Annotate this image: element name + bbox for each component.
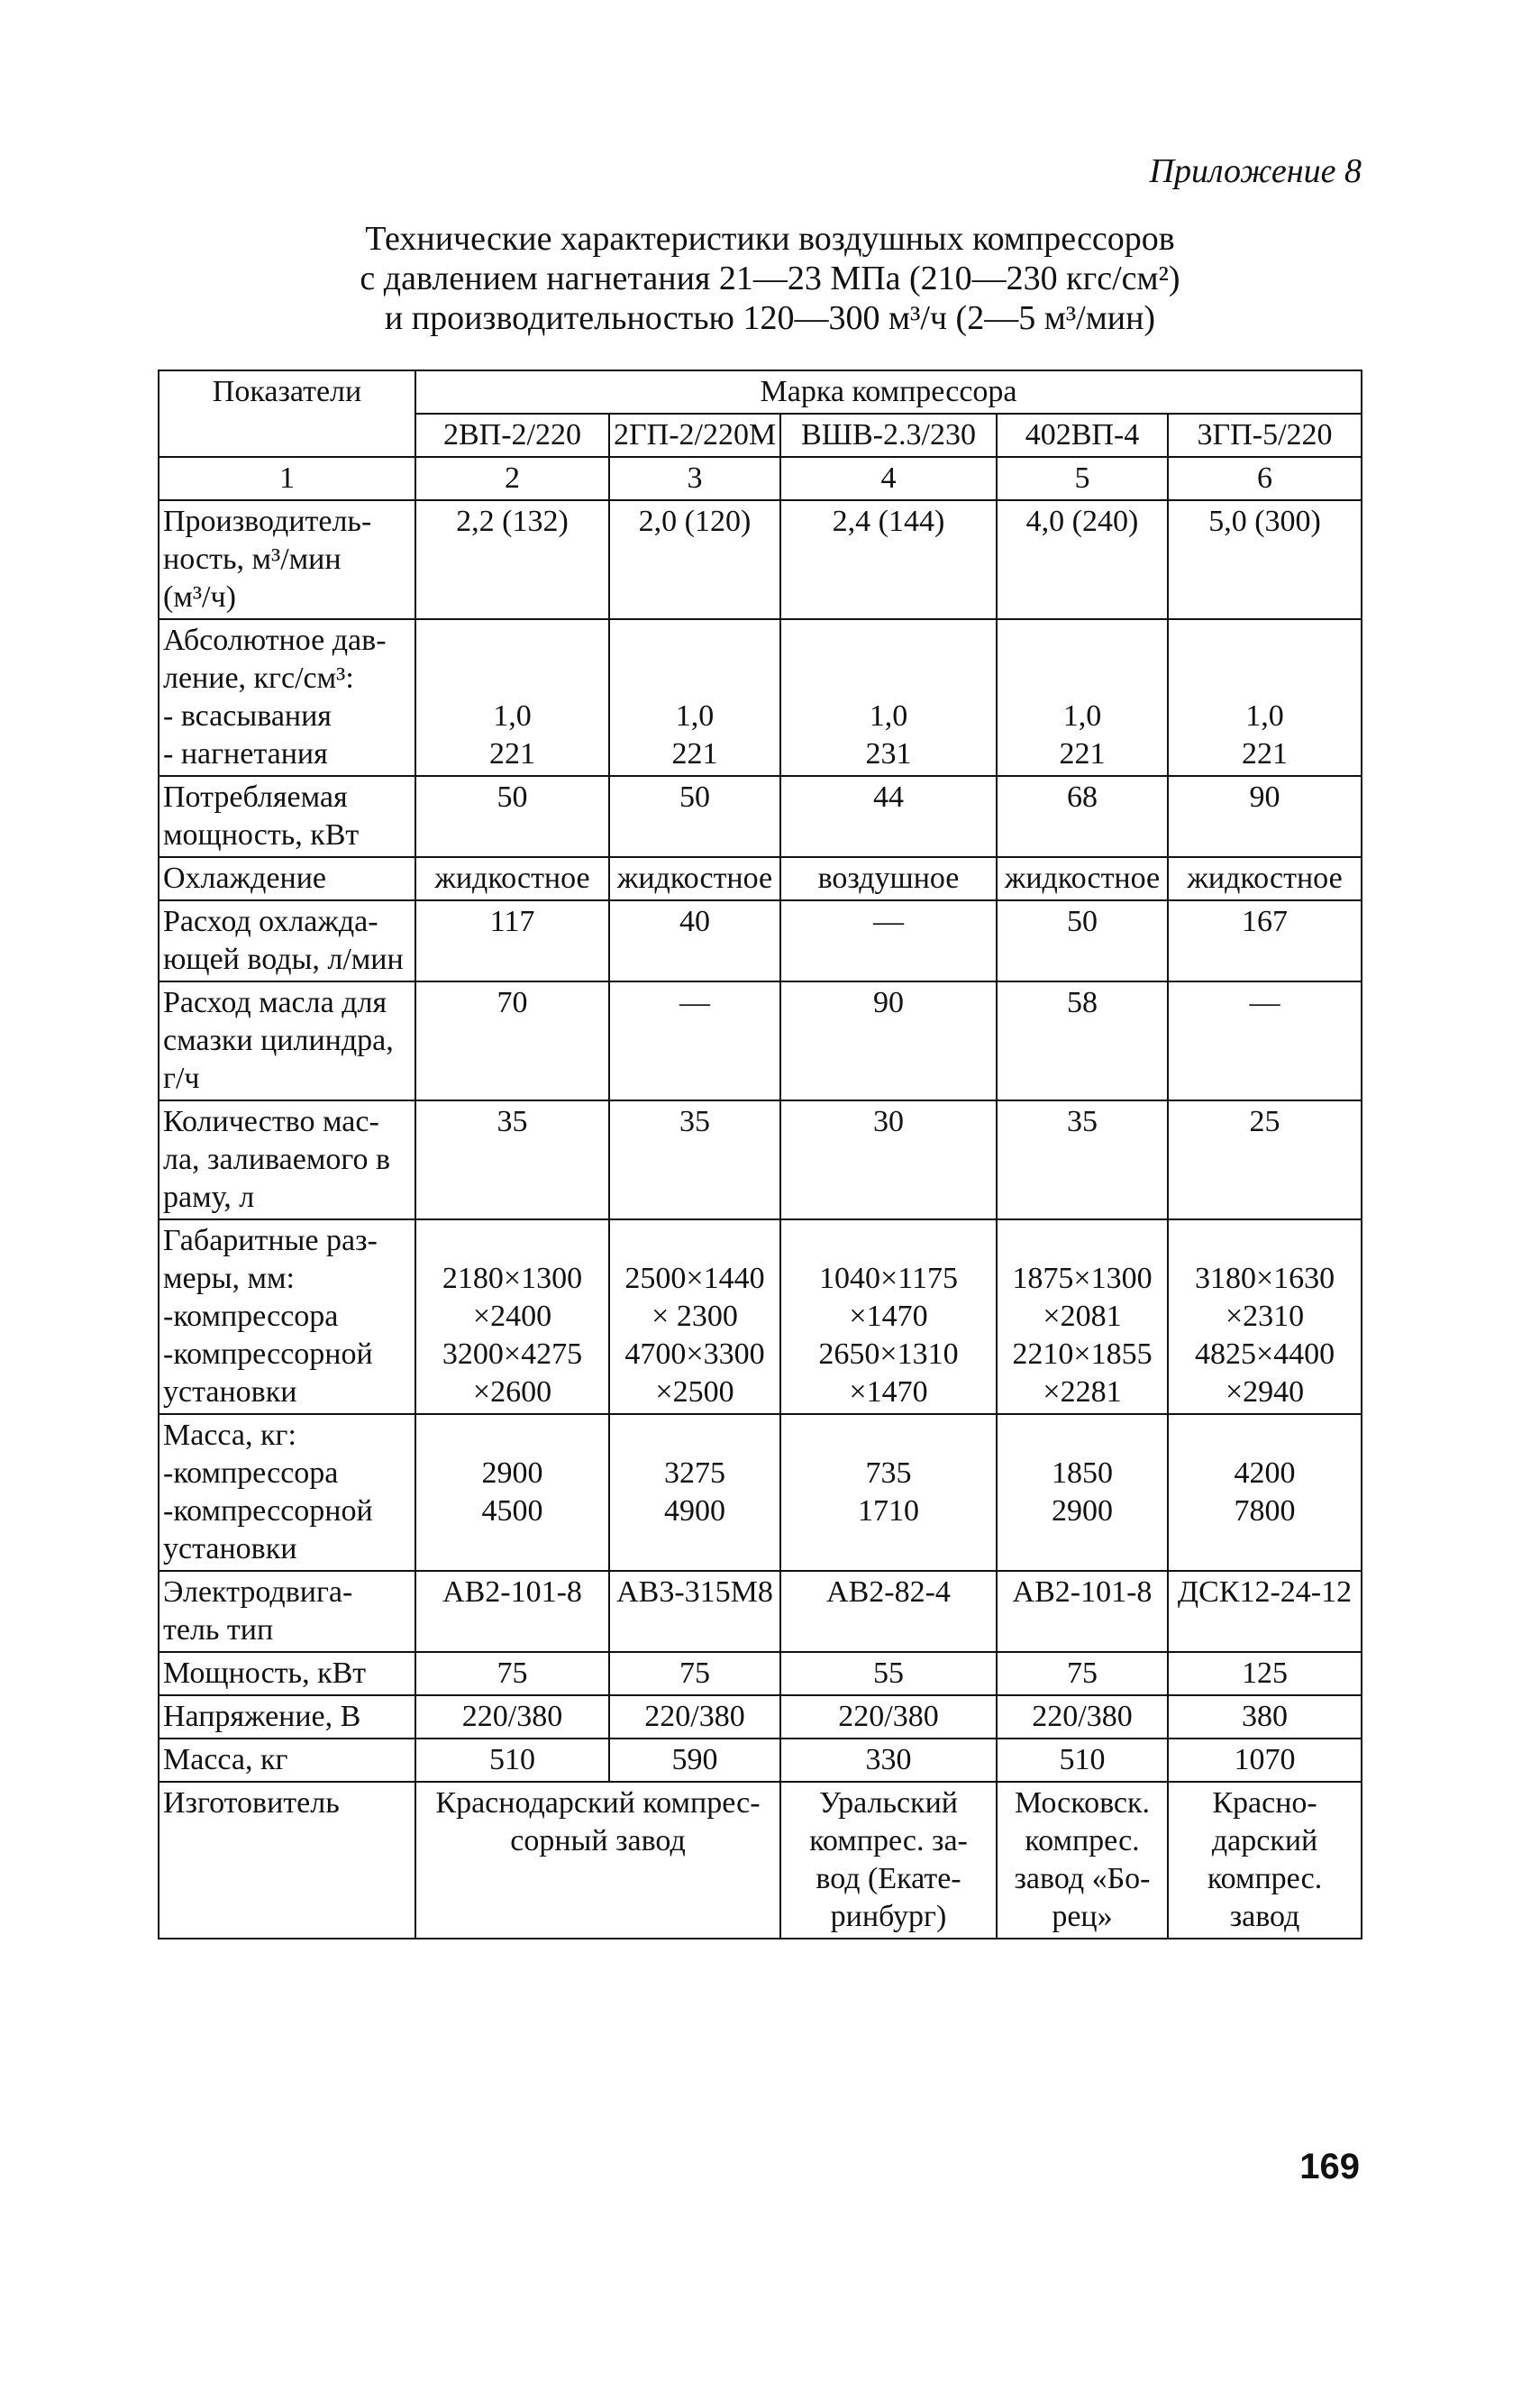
column-number: 3: [609, 457, 780, 500]
value-cell: 1850 2900: [997, 1414, 1168, 1571]
value-cell: жидкостное: [415, 857, 609, 900]
value-cell: 50: [415, 776, 609, 857]
value-cell: 30: [780, 1100, 997, 1219]
value-cell: —: [780, 900, 997, 981]
value-cell: 90: [1168, 776, 1362, 857]
value-cell: 25: [1168, 1100, 1362, 1219]
model-cell: 2ГП-2/220М: [609, 414, 780, 457]
row-dimensions: [159, 1219, 1362, 1414]
value-cell: 55: [780, 1652, 997, 1695]
value-cell: Московск. компрес. завод «Бо- рец»: [997, 1782, 1168, 1939]
model-cell: 3ГП-5/220: [1168, 414, 1362, 457]
column-number: 2: [415, 457, 609, 500]
row-manufacturer: [159, 1782, 1362, 1939]
row-voltage: [159, 1695, 1362, 1739]
page-number: 169: [1299, 2147, 1360, 2186]
row-label: Расход охлажда- ющей воды, л/мин: [159, 900, 415, 981]
value-cell: воздушное: [780, 857, 997, 900]
row-label: Мощность, кВт: [159, 1652, 415, 1695]
column-number: 5: [997, 457, 1168, 500]
value-cell: 4,0 (240): [997, 500, 1168, 619]
header-indicators: Показатели: [159, 370, 415, 457]
row-motor-type: [159, 1571, 1362, 1652]
appendix-label: Приложение 8: [1149, 152, 1362, 190]
row-oil-flow: [159, 981, 1362, 1100]
value-cell: 1070: [1168, 1739, 1362, 1782]
model-cell: 402ВП-4: [997, 414, 1168, 457]
row-label: Масса, кг: -компрессора -компрессорной установки: [159, 1414, 415, 1571]
value-cell: 220/380: [415, 1695, 609, 1739]
value-cell: 35: [997, 1100, 1168, 1219]
page-title: [0, 219, 1540, 338]
value-cell: Краснодарский компрес- сорный завод: [415, 1782, 780, 1939]
value-cell: 380: [1168, 1695, 1362, 1739]
value-cell: 590: [609, 1739, 780, 1782]
model-cell: ВШВ-2.3/230: [780, 414, 997, 457]
model-cell: 2ВП-2/220: [415, 414, 609, 457]
row-label: Изготовитель: [159, 1782, 415, 1939]
value-cell: 75: [609, 1652, 780, 1695]
value-cell: 4200 7800: [1168, 1414, 1362, 1571]
value-cell: 70: [415, 981, 609, 1100]
spec-table: [158, 370, 1362, 1939]
value-cell: 44: [780, 776, 997, 857]
row-oil-volume: [159, 1100, 1362, 1219]
value-cell: жидкостное: [609, 857, 780, 900]
column-number: 1: [159, 457, 415, 500]
value-cell: АВ2-101-8: [997, 1571, 1168, 1652]
row-cooling: [159, 857, 1362, 900]
value-cell: 2500×1440 × 2300 4700×3300 ×2500: [609, 1219, 780, 1414]
column-numbers-row: [159, 457, 1362, 500]
row-label: Электродвига- тель тип: [159, 1571, 415, 1652]
value-cell: 1875×1300 ×2081 2210×1855 ×2281: [997, 1219, 1168, 1414]
value-cell: 50: [609, 776, 780, 857]
value-cell: 75: [997, 1652, 1168, 1695]
row-pressure: [159, 619, 1362, 776]
value-cell: 2900 4500: [415, 1414, 609, 1571]
value-cell: Красно- дарский компрес. завод: [1168, 1782, 1362, 1939]
value-cell: АВ2-101-8: [415, 1571, 609, 1652]
value-cell: 220/380: [997, 1695, 1168, 1739]
value-cell: 2,4 (144): [780, 500, 997, 619]
header-compressor-brand: Марка компрессора: [415, 370, 1362, 414]
value-cell: 117: [415, 900, 609, 981]
value-cell: 1,0 231: [780, 619, 997, 776]
row-label: Расход масла для смазки цилиндра, г/ч: [159, 981, 415, 1100]
row-power-consumed: [159, 776, 1362, 857]
value-cell: 1,0 221: [997, 619, 1168, 776]
value-cell: 330: [780, 1739, 997, 1782]
value-cell: 1,0 221: [1168, 619, 1362, 776]
row-label: Охлаждение: [159, 857, 415, 900]
value-cell: 3180×1630 ×2310 4825×4400 ×2940: [1168, 1219, 1362, 1414]
row-label: Количество мас- ла, заливаемого в раму, л: [159, 1100, 415, 1219]
row-mass: [159, 1414, 1362, 1571]
value-cell: жидкостное: [997, 857, 1168, 900]
value-cell: жидкостное: [1168, 857, 1362, 900]
value-cell: 220/380: [780, 1695, 997, 1739]
value-cell: 510: [415, 1739, 609, 1782]
row-motor-mass: [159, 1739, 1362, 1782]
value-cell: АВ3-315М8: [609, 1571, 780, 1652]
value-cell: 50: [997, 900, 1168, 981]
value-cell: 90: [780, 981, 997, 1100]
row-label: Производитель- ность, м³/мин (м³/ч): [159, 500, 415, 619]
value-cell: 1040×1175 ×1470 2650×1310 ×1470: [780, 1219, 997, 1414]
row-capacity: [159, 500, 1362, 619]
value-cell: 1,0 221: [415, 619, 609, 776]
value-cell: АВ2-82-4: [780, 1571, 997, 1652]
value-cell: 5,0 (300): [1168, 500, 1362, 619]
value-cell: 167: [1168, 900, 1362, 981]
row-label: Масса, кг: [159, 1739, 415, 1782]
value-cell: 735 1710: [780, 1414, 997, 1571]
row-label: Габаритные раз- меры, мм: -компрессора -компрессорной установки: [159, 1219, 415, 1414]
header-row: [159, 370, 1362, 414]
title-line-1: Технические характеристики воздушных компрессоров: [365, 220, 1175, 258]
title-line-2: с давлением нагнетания 21—23 МПа (210—230 кгс/см²): [360, 260, 1180, 297]
value-cell: 2,2 (132): [415, 500, 609, 619]
value-cell: 220/380: [609, 1695, 780, 1739]
value-cell: 510: [997, 1739, 1168, 1782]
row-label: Абсолютное дав- ление, кгс/см³: - всасывания - нагнетания: [159, 619, 415, 776]
value-cell: 3275 4900: [609, 1414, 780, 1571]
column-number: 6: [1168, 457, 1362, 500]
value-cell: 58: [997, 981, 1168, 1100]
value-cell: 1,0 221: [609, 619, 780, 776]
value-cell: 40: [609, 900, 780, 981]
row-water-flow: [159, 900, 1362, 981]
value-cell: ДСК12-24-12: [1168, 1571, 1362, 1652]
value-cell: 2180×1300 ×2400 3200×4275 ×2600: [415, 1219, 609, 1414]
value-cell: 68: [997, 776, 1168, 857]
value-cell: 35: [609, 1100, 780, 1219]
value-cell: 75: [415, 1652, 609, 1695]
row-motor-power: [159, 1652, 1362, 1695]
row-label: Напряжение, В: [159, 1695, 415, 1739]
value-cell: 2,0 (120): [609, 500, 780, 619]
value-cell: 125: [1168, 1652, 1362, 1695]
value-cell: —: [609, 981, 780, 1100]
column-number: 4: [780, 457, 997, 500]
title-line-3: и производительностью 120—300 м³/ч (2—5 м³/мин): [384, 299, 1156, 337]
row-label: Потребляемая мощность, кВт: [159, 776, 415, 857]
value-cell: 35: [415, 1100, 609, 1219]
value-cell: Уральский компрес. за- вод (Екате- ринбург): [780, 1782, 997, 1939]
value-cell: —: [1168, 981, 1362, 1100]
